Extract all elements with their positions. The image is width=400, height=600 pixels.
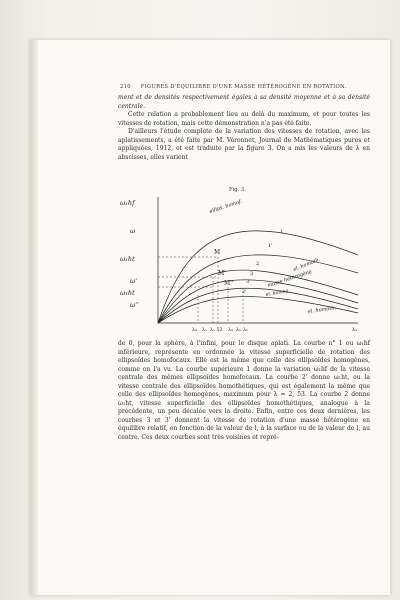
label-y-omega: ω bbox=[130, 227, 136, 235]
x-tick-6: λ₁ bbox=[243, 328, 248, 333]
label-y-ht: ω₁ht bbox=[120, 255, 135, 263]
x-tick-4: λ₂ bbox=[228, 328, 233, 333]
running-header bbox=[120, 84, 370, 90]
text-top bbox=[118, 94, 370, 162]
label-masse-heterogene: masse hétérogène bbox=[266, 268, 313, 289]
curve-3 bbox=[158, 280, 358, 323]
figure-3-curves bbox=[118, 195, 368, 335]
paragraph-2: Cette relation a probablement lieu au delà du maximum, et pour toutes les vitesses de rotation, mais cette démonstration n'a pas été faite. bbox=[118, 111, 370, 127]
num-2: 2 bbox=[256, 261, 260, 267]
curve-2 bbox=[158, 270, 358, 323]
page-number: 210 bbox=[120, 84, 131, 90]
text-bottom bbox=[118, 340, 370, 442]
label-el-homoth: el. homoth. bbox=[292, 256, 322, 273]
point-M-prime: M' bbox=[218, 270, 226, 277]
figure-caption: Fig. 3. bbox=[229, 187, 246, 193]
label-y-top: ω₁hf bbox=[120, 199, 135, 207]
page-gutter bbox=[30, 40, 38, 595]
paragraph-1: ment et de densités respectivement égales à sa densité moyenne et à sa densité centrale. bbox=[118, 94, 370, 110]
x-tick-1: λ₂ bbox=[192, 328, 197, 333]
label-el-homoth-low: el. homoth. bbox=[307, 305, 337, 315]
num-2p: 2' bbox=[242, 289, 247, 295]
num-3p: 3' bbox=[246, 279, 251, 285]
label-el-homog: el. homog. bbox=[265, 288, 291, 298]
label-y-ht2: ω₁ht bbox=[120, 289, 135, 297]
point-M-second: M'' bbox=[224, 280, 234, 287]
label-y-omega-prime: ω' bbox=[130, 277, 138, 285]
num-3: 3 bbox=[250, 271, 254, 277]
label-y-omega-second: ω'' bbox=[130, 301, 139, 309]
x-tick-5: λ₁ bbox=[236, 328, 241, 333]
num-1: 1 bbox=[280, 229, 284, 235]
num-1p: 1' bbox=[268, 243, 273, 249]
running-title: FIGURES D'ÉQUILIBRE D'UNE MASSE HÉTÉROGÈNE EN ROTATION. bbox=[140, 84, 347, 90]
paragraph-4: de 0, pour la sphère, à l'infini, pour le disque aplati. La courbe n° 1 ou ω₁hf inférieure, représente en ordonnée la vitesse superficielle de rotation des ellipsoïdes homofocaux. Elle est la même que celle des ellipsoïdes homogènes, comme on l'a vu. La courbe supérieure 1 donne la variation ω₁hf de la vitesse centrale des mêmes ellipsoïdes homofocaux. La courbe 2' donne ω₁ht, ou la vitesse centrale des ellipsoïdes homothétiques, qui est également la même que celle des ellipsoïdes homogènes, maximum pour λ = 2, 53. La courbe 2 donne ω₁ht, vitesse superficielle des ellipsoïdes homothétiques, analogue à la précédente, un peu décalée vers la droite. Enfin, entre ces deux dernières, les courbes 3 et 3' donnent la vitesse de rotation d'une masse hétérogène en équilibre relatif, en fonction de la valeur de l, à la surface ou de la valeur de l, au centre. Ces deux courbes sont très voisines et repré- bbox=[118, 340, 370, 441]
x-end-label: λ₁ bbox=[352, 327, 358, 333]
paragraph-3: D'ailleurs l'étude complète de la variation des vitesses de rotation, avec les aplatissements, a été faite par M. Véronnet, Journal de Mathématiques pures et appliquées, 1912, et est traduite par la figure 3. On a mis les valeurs de λ en abscisses, elles varient bbox=[118, 128, 370, 161]
x-tick-3: λ₁ 53 bbox=[210, 328, 223, 333]
label-ellips-homof: ellips. homof. bbox=[208, 198, 243, 215]
point-M: M bbox=[214, 249, 221, 256]
x-tick-2: λ₁ bbox=[202, 328, 207, 333]
